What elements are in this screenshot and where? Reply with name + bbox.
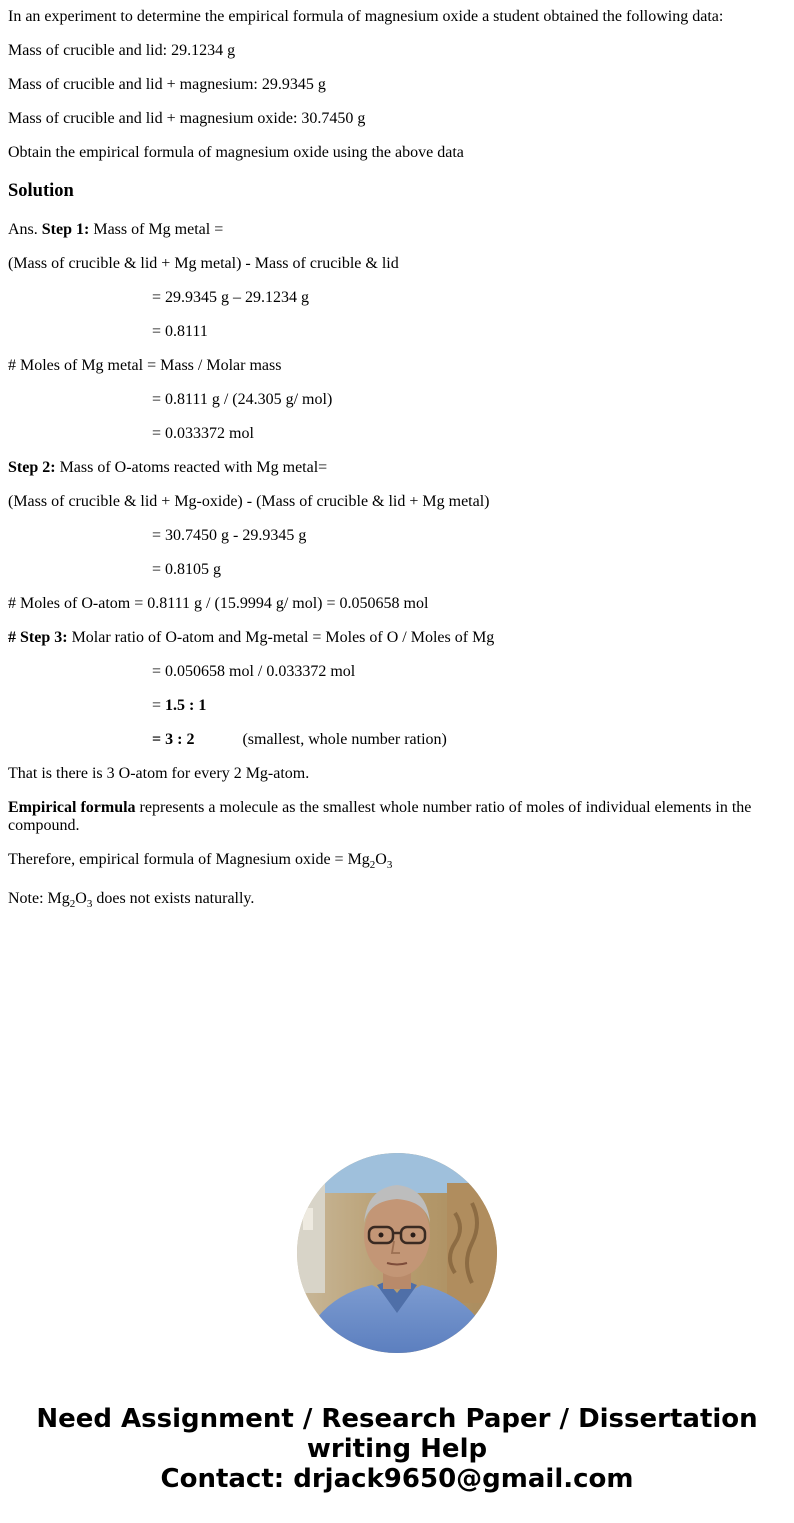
step1-label: Step 1:	[41, 221, 90, 238]
moles-mg-calc-2: = 0.033372 mol	[152, 425, 254, 442]
note-subscript-mg: 2	[69, 898, 76, 910]
question-intro: In an experiment to determine the empirical formula of magnesium oxide a student obtained the following data:	[8, 8, 724, 25]
step2-calc-1: = 30.7450 g - 29.9345 g	[152, 527, 307, 544]
person-photo-icon	[297, 1153, 497, 1353]
note-line	[8, 890, 254, 908]
footer-contact-email: Contact: drjack9650@gmail.com	[160, 1464, 634, 1494]
therefore-line	[8, 851, 392, 869]
avatar	[297, 1153, 497, 1353]
ans-prefix: Ans.	[8, 221, 42, 238]
solution-heading: Solution	[8, 181, 74, 201]
that-is-line: That is there is 3 O-atom for every 2 Mg-atom.	[8, 765, 310, 782]
step2-expression: (Mass of crucible & lid + Mg-oxide) - (Mass of crucible & lid + Mg metal)	[8, 493, 490, 510]
data-crucible-oxide: Mass of crucible and lid + magnesium oxide: 30.7450 g	[8, 110, 366, 127]
formula-subscript-mg: 2	[369, 859, 376, 871]
step2-line	[8, 459, 327, 477]
empirical-text: represents a molecule as the smallest whole number ratio of moles of individual elements in the compound.	[8, 799, 752, 834]
formula-subscript-o: 3	[386, 859, 393, 871]
note-o: O	[75, 890, 87, 907]
step3-calc-2-prefix: =	[152, 697, 166, 714]
moles-mg-line: # Moles of Mg metal = Mass / Molar mass	[8, 357, 282, 374]
data-crucible-magnesium: Mass of crucible and lid + magnesium: 29.9345 g	[8, 76, 326, 93]
moles-mg-calc-1: = 0.8111 g / (24.305 g/ mol)	[152, 391, 333, 408]
question-task: Obtain the empirical formula of magnesium oxide using the above data	[8, 144, 464, 161]
note-prefix: Note: Mg	[8, 890, 70, 907]
step1-expression: (Mass of crucible & lid + Mg metal) - Mass of crucible & lid	[8, 255, 399, 272]
note-subscript-o: 3	[86, 898, 93, 910]
step3-calc-2	[152, 697, 206, 715]
moles-o-line: # Moles of O-atom = 0.8111 g / (15.9994 g/ mol) = 0.050658 mol	[8, 595, 429, 612]
footer-line-1: Need Assignment / Research Paper / Dissertation	[36, 1404, 758, 1434]
step3-text: Molar ratio of O-atom and Mg-metal = Moles of O / Moles of Mg	[67, 629, 495, 646]
note-suffix: does not exists naturally.	[92, 890, 255, 907]
step1-calc-1: = 29.9345 g – 29.1234 g	[152, 289, 310, 306]
step1-calc-2: = 0.8111	[152, 323, 208, 340]
step3-label: # Step 3:	[8, 629, 68, 646]
step3-calc-1: = 0.050658 mol / 0.033372 mol	[152, 663, 356, 680]
step2-calc-2: = 0.8105 g	[152, 561, 222, 578]
step2-label: Step 2:	[8, 459, 56, 476]
step3-line	[8, 629, 494, 647]
step1-line	[8, 221, 223, 239]
step1-text: Mass of Mg metal =	[89, 221, 224, 238]
step3-calc-3	[152, 731, 447, 749]
therefore-text: Therefore, empirical formula of Magnesium oxide = Mg	[8, 851, 370, 868]
footer-line-2: writing Help	[306, 1434, 488, 1464]
empirical-label: Empirical formula	[8, 799, 136, 816]
ratio-decimal: 1.5 : 1	[165, 697, 207, 714]
footer-contact	[0, 1404, 794, 1494]
step2-text: Mass of O-atoms reacted with Mg metal=	[55, 459, 328, 476]
formula-o: O	[375, 851, 387, 868]
data-crucible-lid: Mass of crucible and lid: 29.1234 g	[8, 42, 236, 59]
ratio-note: (smallest, whole number ration)	[242, 731, 447, 748]
empirical-definition	[8, 799, 778, 835]
ratio-whole: = 3 : 2	[152, 731, 195, 748]
